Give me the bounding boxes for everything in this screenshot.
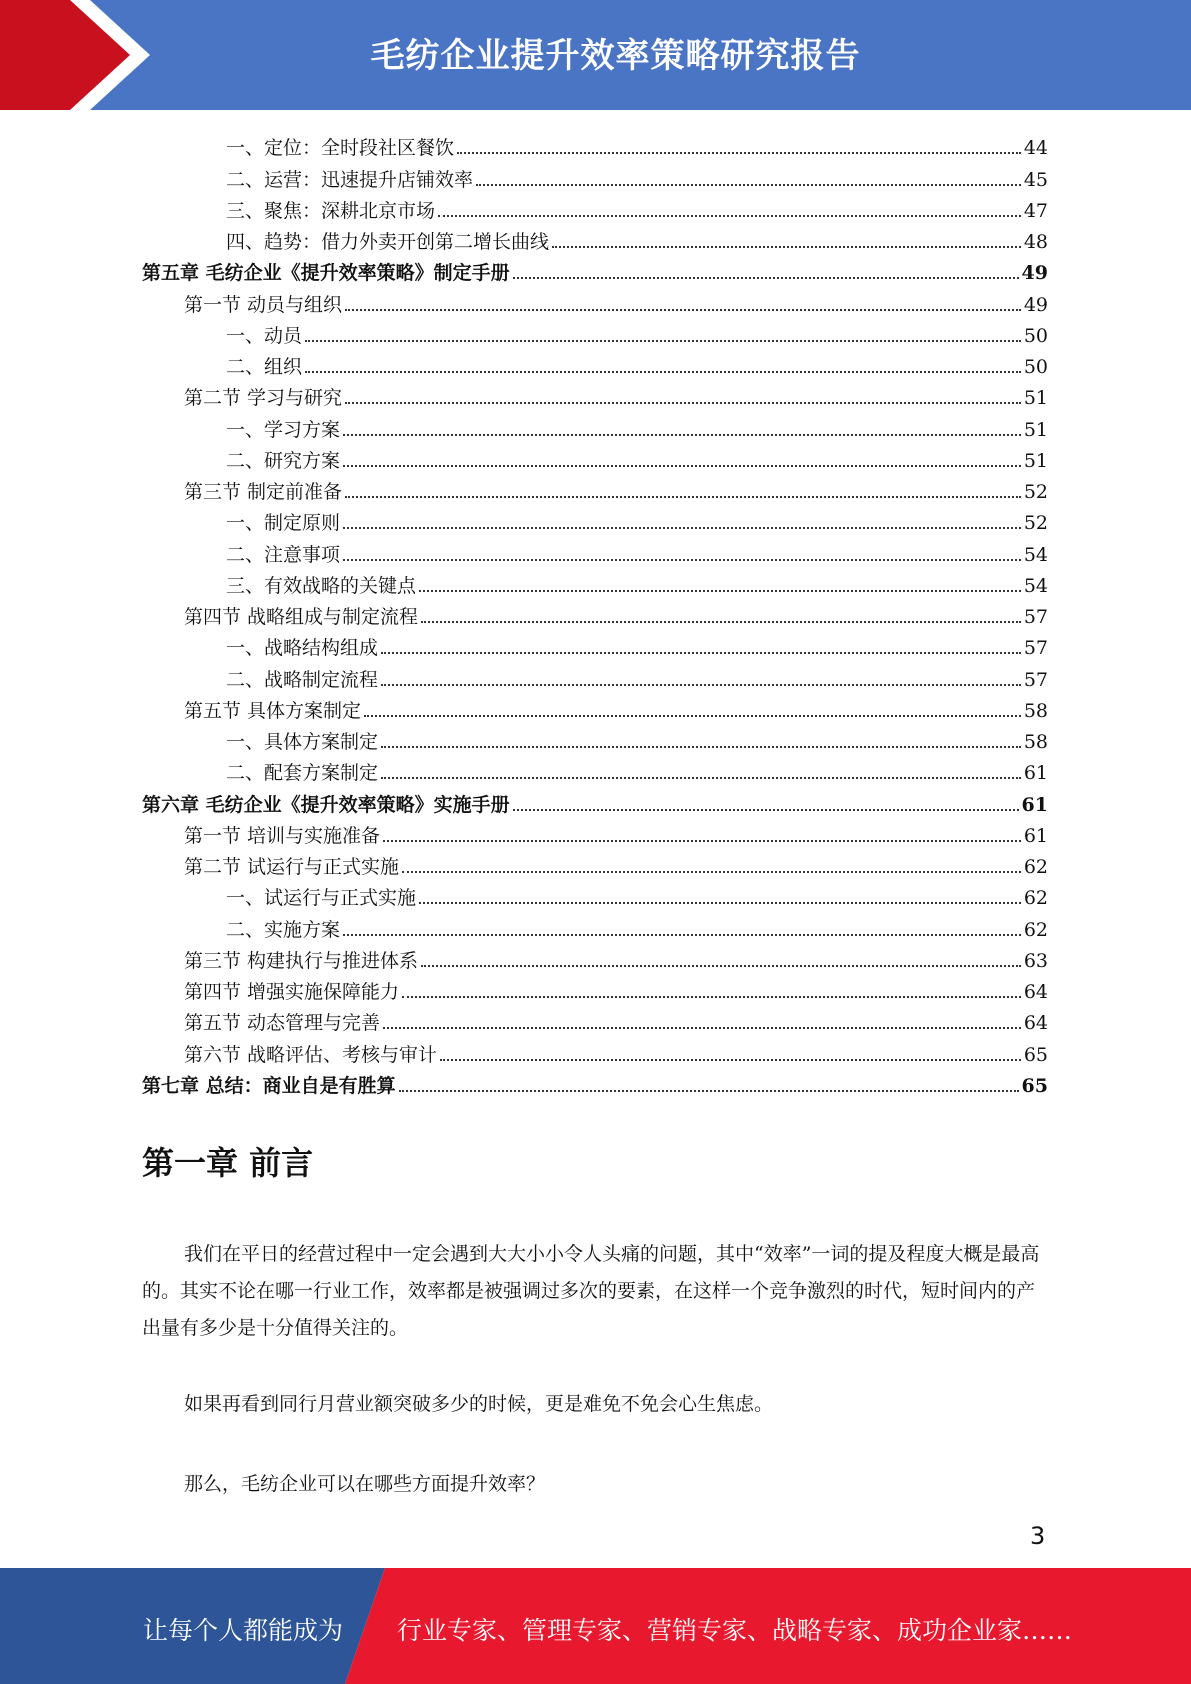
- toc-leader-dots: [343, 465, 1021, 467]
- toc-entry-page: 49: [1023, 293, 1048, 316]
- toc-leader-dots: [513, 809, 1019, 811]
- toc-entry-section[interactable]: [142, 942, 1048, 973]
- toc-entry-item[interactable]: [142, 223, 1048, 254]
- toc-entry-page: 61: [1021, 793, 1048, 816]
- toc-entry-label: 一、动员: [226, 324, 303, 347]
- toc-entry-label: 一、定位：全时段社区餐饮: [226, 137, 455, 160]
- toc-entry-page: 58: [1023, 699, 1048, 722]
- toc-entry-label: 三、聚焦：深耕北京市场: [226, 199, 436, 222]
- toc-entry-label: 第五章 毛纺企业《提升效率策略》制定手册: [142, 262, 510, 285]
- toc-entry-item[interactable]: [142, 723, 1048, 754]
- toc-entry-label: 一、制定原则: [226, 512, 341, 535]
- toc-leader-dots: [381, 652, 1021, 654]
- toc-entry-page: 64: [1023, 1012, 1048, 1035]
- toc-leader-dots: [345, 402, 1021, 404]
- toc-entry-page: 58: [1023, 731, 1048, 753]
- toc-entry-label: 一、具体方案制定: [226, 731, 379, 753]
- toc-entry-label: 第二节 学习与研究: [184, 387, 343, 410]
- toc-entry-label: 二、注意事项: [226, 543, 341, 566]
- toc-entry-label: 第五节 具体方案制定: [184, 699, 362, 722]
- toc-entry-page: 48: [1023, 231, 1048, 253]
- toc-entry-label: 第六节 战略评估、考核与审计: [184, 1043, 438, 1066]
- toc-entry-page: 51: [1023, 387, 1048, 410]
- toc-entry-item[interactable]: [142, 535, 1048, 566]
- toc-leader-dots: [305, 340, 1021, 342]
- toc-entry-section[interactable]: [142, 285, 1048, 316]
- page-footer: [0, 1568, 1191, 1684]
- toc-entry-item[interactable]: [142, 129, 1048, 160]
- footer-slogan-right: 行业专家、管理专家、营销专家、战略专家、成功企业家……: [397, 1616, 1073, 1645]
- toc-entry-page: 62: [1023, 918, 1048, 941]
- toc-entry-page: 54: [1023, 574, 1048, 597]
- toc-entry-label: 二、实施方案: [226, 918, 341, 941]
- toc-leader-dots: [343, 934, 1021, 936]
- toc-entry-section[interactable]: [142, 473, 1048, 504]
- toc-entry-item[interactable]: [142, 879, 1048, 910]
- toc-entry-section[interactable]: [142, 379, 1048, 410]
- toc-entry-label: 第七章 总结：商业自是有胜算: [142, 1074, 396, 1097]
- toc-entry-page: 44: [1023, 137, 1048, 160]
- toc-entry-label: 第五节 动态管理与完善: [184, 1012, 381, 1035]
- toc-entry-item[interactable]: [142, 317, 1048, 348]
- paragraph-intro: 我们在平日的经营过程中一定会遇到大大小小令人头痛的问题，其中“效率”一词的提及程度大概是最高的。其实不论在哪一行业工作，效率都是被强调过多次的要素，在这样一个竞争激烈的时代，短时间内的产出量有多少是十分值得关注的。: [142, 1243, 1040, 1339]
- toc-leader-dots: [343, 434, 1021, 436]
- toc-leader-dots: [399, 1090, 1019, 1092]
- toc-entry-page: 57: [1023, 637, 1048, 660]
- toc-entry-page: 57: [1023, 668, 1048, 691]
- toc-leader-dots: [421, 965, 1021, 967]
- toc-entry-page: 54: [1023, 543, 1048, 566]
- toc-entry-label: 第六章 毛纺企业《提升效率策略》实施手册: [142, 793, 510, 816]
- toc-entry-page: 47: [1023, 199, 1048, 222]
- toc-entry-section[interactable]: [142, 598, 1048, 629]
- toc-entry-label: 二、组织: [226, 356, 303, 378]
- toc-entry-chapter[interactable]: [142, 785, 1048, 816]
- toc-entry-chapter[interactable]: [142, 254, 1048, 285]
- toc-entry-page: 64: [1023, 981, 1048, 1003]
- toc-leader-dots: [513, 277, 1019, 279]
- toc-leader-dots: [438, 215, 1021, 217]
- paragraph-anxiety: 如果再看到同行月营业额突破多少的时候，更是难免不免会心生焦虑。: [184, 1393, 774, 1415]
- toc-entry-label: 第三节 构建执行与推进体系: [184, 949, 419, 972]
- toc-entry-page: 63: [1023, 949, 1048, 972]
- toc-leader-dots: [552, 246, 1021, 248]
- toc-entry-label: 二、战略制定流程: [226, 668, 379, 691]
- toc-leader-dots: [343, 559, 1021, 561]
- page-number: 3: [1030, 1522, 1046, 1550]
- toc-entry-label: 第四节 增强实施保障能力: [184, 981, 400, 1003]
- toc-leader-dots: [364, 715, 1021, 717]
- toc-entry-section[interactable]: [142, 973, 1048, 1004]
- toc-entry-label: 一、学习方案: [226, 418, 341, 441]
- paragraph-question: 那么，毛纺企业可以在哪些方面提升效率？: [184, 1473, 546, 1495]
- table-of-contents: [142, 129, 1048, 1098]
- toc-leader-dots: [383, 1027, 1021, 1029]
- toc-entry-label: 二、研究方案: [226, 449, 341, 472]
- toc-entry-page: 50: [1023, 356, 1048, 378]
- toc-entry-page: 52: [1023, 481, 1048, 503]
- toc-entry-label: 第二节 试运行与正式实施: [184, 856, 400, 878]
- toc-entry-page: 51: [1023, 449, 1048, 472]
- toc-entry-chapter[interactable]: [142, 1067, 1048, 1098]
- toc-entry-label: 二、配套方案制定: [226, 762, 379, 785]
- toc-entry-page: 52: [1023, 512, 1048, 535]
- report-title: 毛纺企业提升效率策略研究报告: [370, 36, 861, 76]
- toc-leader-dots: [343, 527, 1021, 529]
- footer-slogan-left: 让每个人都能成为: [143, 1616, 344, 1645]
- toc-leader-dots: [402, 996, 1021, 998]
- chapter-heading: 第一章 前言: [142, 1144, 314, 1182]
- toc-entry-label: 第四节 战略组成与制定流程: [184, 606, 419, 628]
- toc-entry-label: 第一节 培训与实施准备: [184, 824, 381, 847]
- toc-entry-section[interactable]: [142, 848, 1048, 879]
- toc-entry-label: 三、有效战略的关键点: [226, 574, 417, 597]
- toc-leader-dots: [381, 684, 1021, 686]
- page-header: [0, 0, 1191, 110]
- toc-entry-item[interactable]: [142, 442, 1048, 473]
- toc-entry-section[interactable]: [142, 1004, 1048, 1035]
- toc-leader-dots: [402, 871, 1021, 873]
- toc-leader-dots: [345, 496, 1021, 498]
- toc-leader-dots: [421, 621, 1021, 623]
- toc-entry-page: 62: [1023, 887, 1048, 910]
- toc-entry-page: 50: [1023, 324, 1048, 347]
- toc-entry-item[interactable]: [142, 160, 1048, 191]
- toc-entry-page: 51: [1023, 418, 1048, 441]
- toc-entry-section[interactable]: [142, 817, 1048, 848]
- toc-entry-item[interactable]: [142, 660, 1048, 691]
- toc-entry-item[interactable]: [142, 410, 1048, 441]
- toc-leader-dots: [419, 590, 1021, 592]
- toc-entry-item[interactable]: [142, 192, 1048, 223]
- toc-entry-item[interactable]: [142, 348, 1048, 379]
- toc-entry-label: 第三节 制定前准备: [184, 481, 343, 503]
- toc-entry-page: 62: [1023, 856, 1048, 878]
- toc-entry-page: 49: [1021, 262, 1048, 285]
- toc-entry-label: 二、运营：迅速提升店铺效率: [226, 168, 474, 191]
- toc-leader-dots: [419, 902, 1021, 904]
- toc-entry-label: 一、战略结构组成: [226, 637, 379, 660]
- toc-entry-page: 61: [1023, 762, 1048, 785]
- toc-entry-item[interactable]: [142, 910, 1048, 941]
- toc-entry-page: 45: [1023, 168, 1048, 191]
- toc-entry-label: 四、趋势：借力外卖开创第二增长曲线: [226, 231, 550, 253]
- toc-leader-dots: [381, 746, 1021, 748]
- toc-entry-label: 第一节 动员与组织: [184, 293, 343, 316]
- toc-entry-page: 61: [1023, 824, 1048, 847]
- toc-entry-page: 57: [1023, 606, 1048, 628]
- toc-entry-page: 65: [1023, 1043, 1048, 1066]
- toc-leader-dots: [383, 840, 1021, 842]
- toc-leader-dots: [305, 371, 1021, 373]
- toc-leader-dots: [476, 184, 1021, 186]
- toc-leader-dots: [345, 309, 1021, 311]
- toc-entry-item[interactable]: [142, 629, 1048, 660]
- toc-entry-page: 65: [1021, 1074, 1048, 1097]
- toc-entry-section[interactable]: [142, 692, 1048, 723]
- toc-leader-dots: [457, 152, 1021, 154]
- toc-entry-item[interactable]: [142, 754, 1048, 785]
- toc-entry-section[interactable]: [142, 1035, 1048, 1066]
- toc-entry-item[interactable]: [142, 567, 1048, 598]
- toc-entry-label: 一、试运行与正式实施: [226, 887, 417, 910]
- toc-leader-dots: [381, 777, 1021, 779]
- toc-entry-item[interactable]: [142, 504, 1048, 535]
- toc-leader-dots: [440, 1059, 1021, 1061]
